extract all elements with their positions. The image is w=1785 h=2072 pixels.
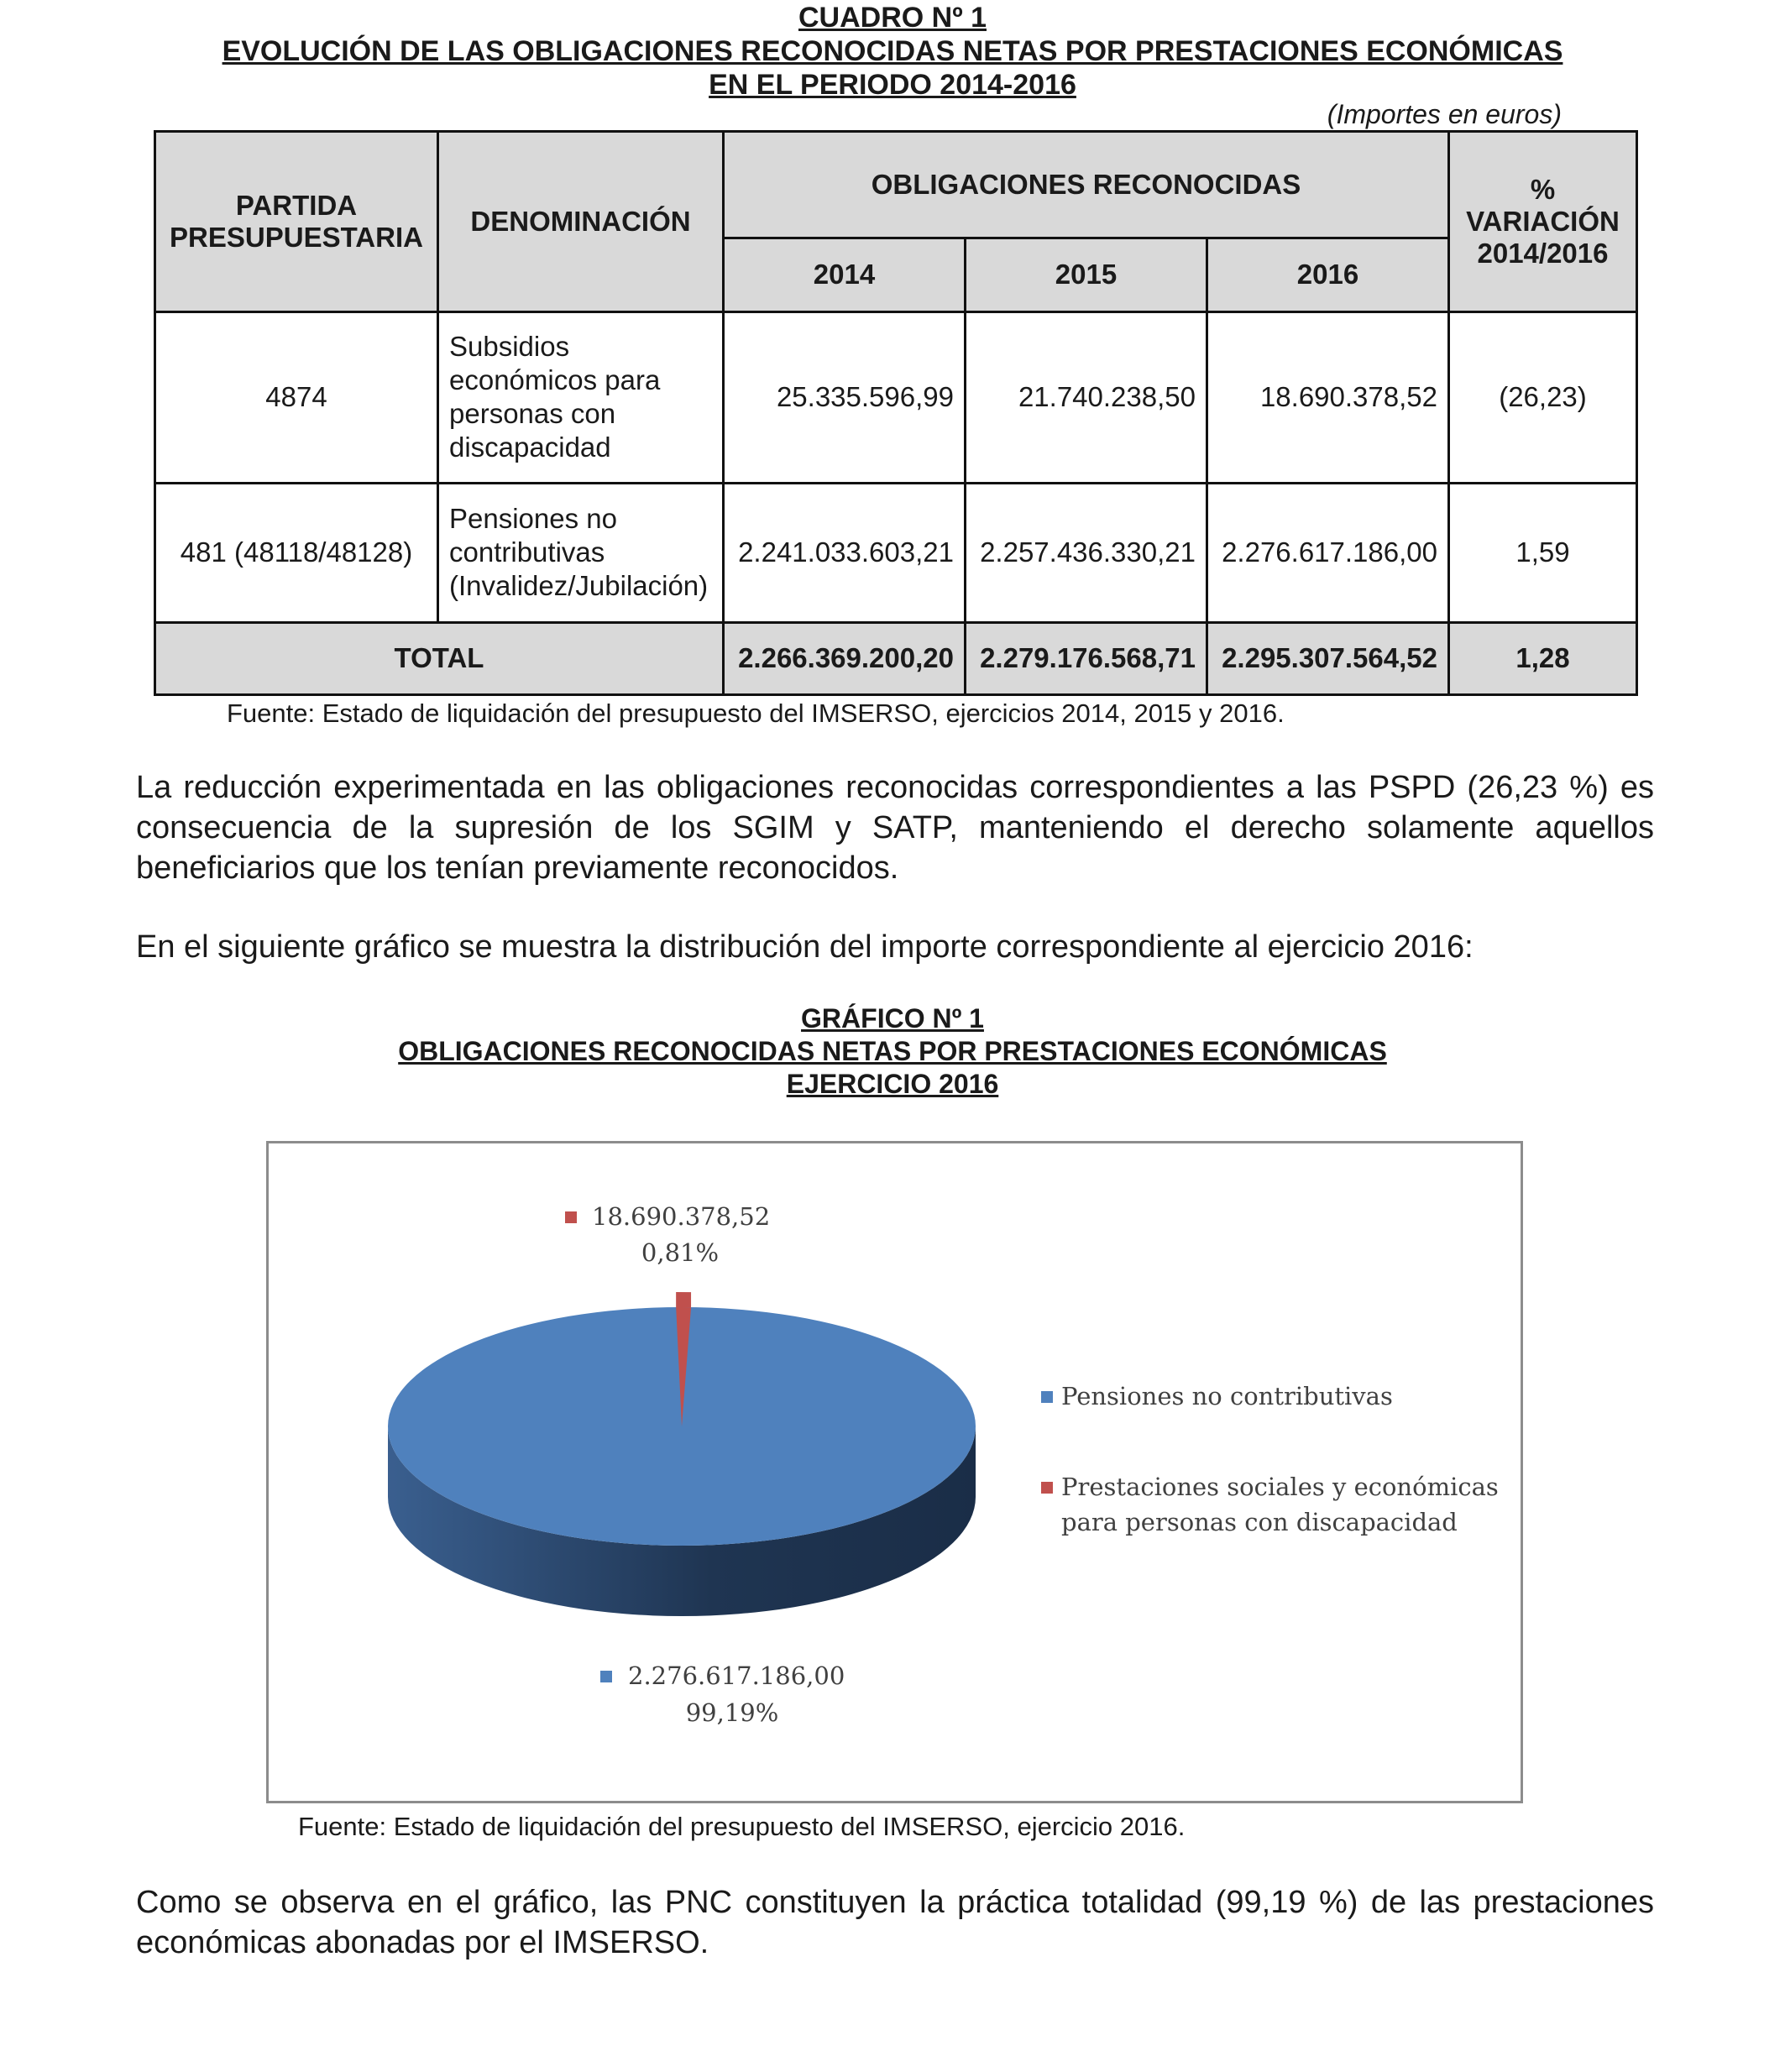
cell-variacion: 1,59 <box>1449 483 1637 622</box>
cell-2016: 18.690.378,52 <box>1207 311 1449 483</box>
legend-label-discapacidad-line2: para personas con discapacidad <box>1061 1508 1458 1536</box>
obligations-table <box>154 130 1638 696</box>
cell-2014: 25.335.596,99 <box>724 311 966 483</box>
table-title-line1: EVOLUCIÓN DE LAS OBLIGACIONES RECONOCIDAS NETAS POR PRESTACIONES ECONÓMICAS <box>222 35 1563 67</box>
legend-label-discapacidad-line1: Prestaciones sociales y económicas <box>1061 1473 1499 1501</box>
header-year-2015: 2015 <box>966 238 1207 311</box>
header-denominacion: DENOMINACIÓN <box>438 132 724 312</box>
data-label-key-discapacidad <box>565 1211 577 1223</box>
legend-label-pensiones: Pensiones no contributivas <box>1061 1382 1393 1410</box>
chart-source: Fuente: Estado de liquidación del presupuesto del IMSERSO, ejercicio 2016. <box>298 1812 1186 1841</box>
cell-partida: 4874 <box>155 311 438 483</box>
chart-title-line2: EJERCICIO 2016 <box>786 1069 999 1099</box>
header-obligaciones: OBLIGACIONES RECONOCIDAS <box>724 132 1449 238</box>
pie-slice-discapacidad-edge <box>676 1292 691 1307</box>
header-year-2014: 2014 <box>724 238 966 311</box>
table-row <box>155 483 1637 622</box>
paragraph-3: Como se observa en el gráfico, las PNC constituyen la práctica totalidad (99,19 %) de las prestaciones económicas abonadas por el IMSERSO. <box>136 1885 1654 1960</box>
chart-legend <box>1041 1382 1499 1536</box>
total-variacion: 1,28 <box>1449 622 1637 694</box>
table-row <box>155 311 1637 483</box>
cell-2015: 2.257.436.330,21 <box>966 483 1207 622</box>
cell-2015: 21.740.238,50 <box>966 311 1207 483</box>
paragraph-2: En el siguiente gráfico se muestra la distribución del importe correspondiente al ejercicio 2016: <box>136 929 1474 965</box>
header-partida: PARTIDA PRESUPUESTARIA <box>155 132 438 312</box>
total-label: TOTAL <box>155 622 724 694</box>
paragraph-1: La reducción experimentada en las obligaciones reconocidas correspondientes a las PSPD (26,23 %) es consecuencia de la supresión de los SGIM y SATP, manteniendo el derecho solamente aquellos beneficiarios que los tenían previamente reconocidos. <box>136 770 1654 886</box>
chart-area <box>266 1141 1523 1803</box>
cell-denominacion: Pensiones no contributivas (Invalidez/Jubilación) <box>438 483 724 622</box>
header-variacion: % VARIACIÓN 2014/2016 <box>1449 132 1637 312</box>
pie-chart <box>269 1143 1521 1801</box>
data-label-value-discapacidad: 18.690.378,52 <box>592 1202 771 1231</box>
chart-title-line1: OBLIGACIONES RECONOCIDAS NETAS POR PRESTACIONES ECONÓMICAS <box>398 1036 1387 1066</box>
cell-2014: 2.241.033.603,21 <box>724 483 966 622</box>
legend-key-discapacidad <box>1041 1482 1053 1494</box>
table-source: Fuente: Estado de liquidación del presupuesto del IMSERSO, ejercicios 2014, 2015 y 2016. <box>227 699 1285 728</box>
total-2015: 2.279.176.568,71 <box>966 622 1207 694</box>
total-2014: 2.266.369.200,20 <box>724 622 966 694</box>
data-label-value-pensiones: 2.276.617.186,00 <box>628 1661 845 1690</box>
cell-variacion: (26,23) <box>1449 311 1637 483</box>
table-title-line2: EN EL PERIODO 2014-2016 <box>709 69 1076 101</box>
total-row <box>155 622 1637 694</box>
header-year-2016: 2016 <box>1207 238 1449 311</box>
data-label-percent-pensiones: 99,19% <box>685 1698 779 1727</box>
data-label-percent-discapacidad: 0,81% <box>641 1238 720 1267</box>
cell-2016: 2.276.617.186,00 <box>1207 483 1449 622</box>
cell-partida: 481 (48118/48128) <box>155 483 438 622</box>
cell-denominacion: Subsidios económicos para personas con discapacidad <box>438 311 724 483</box>
data-label-key-pensiones <box>600 1671 612 1682</box>
table-caption: CUADRO Nº 1 <box>798 2 987 34</box>
units-note: (Importes en euros) <box>1327 99 1562 129</box>
total-2016: 2.295.307.564,52 <box>1207 622 1449 694</box>
chart-caption: GRÁFICO Nº 1 <box>801 1003 984 1033</box>
legend-key-pensiones <box>1041 1391 1053 1403</box>
